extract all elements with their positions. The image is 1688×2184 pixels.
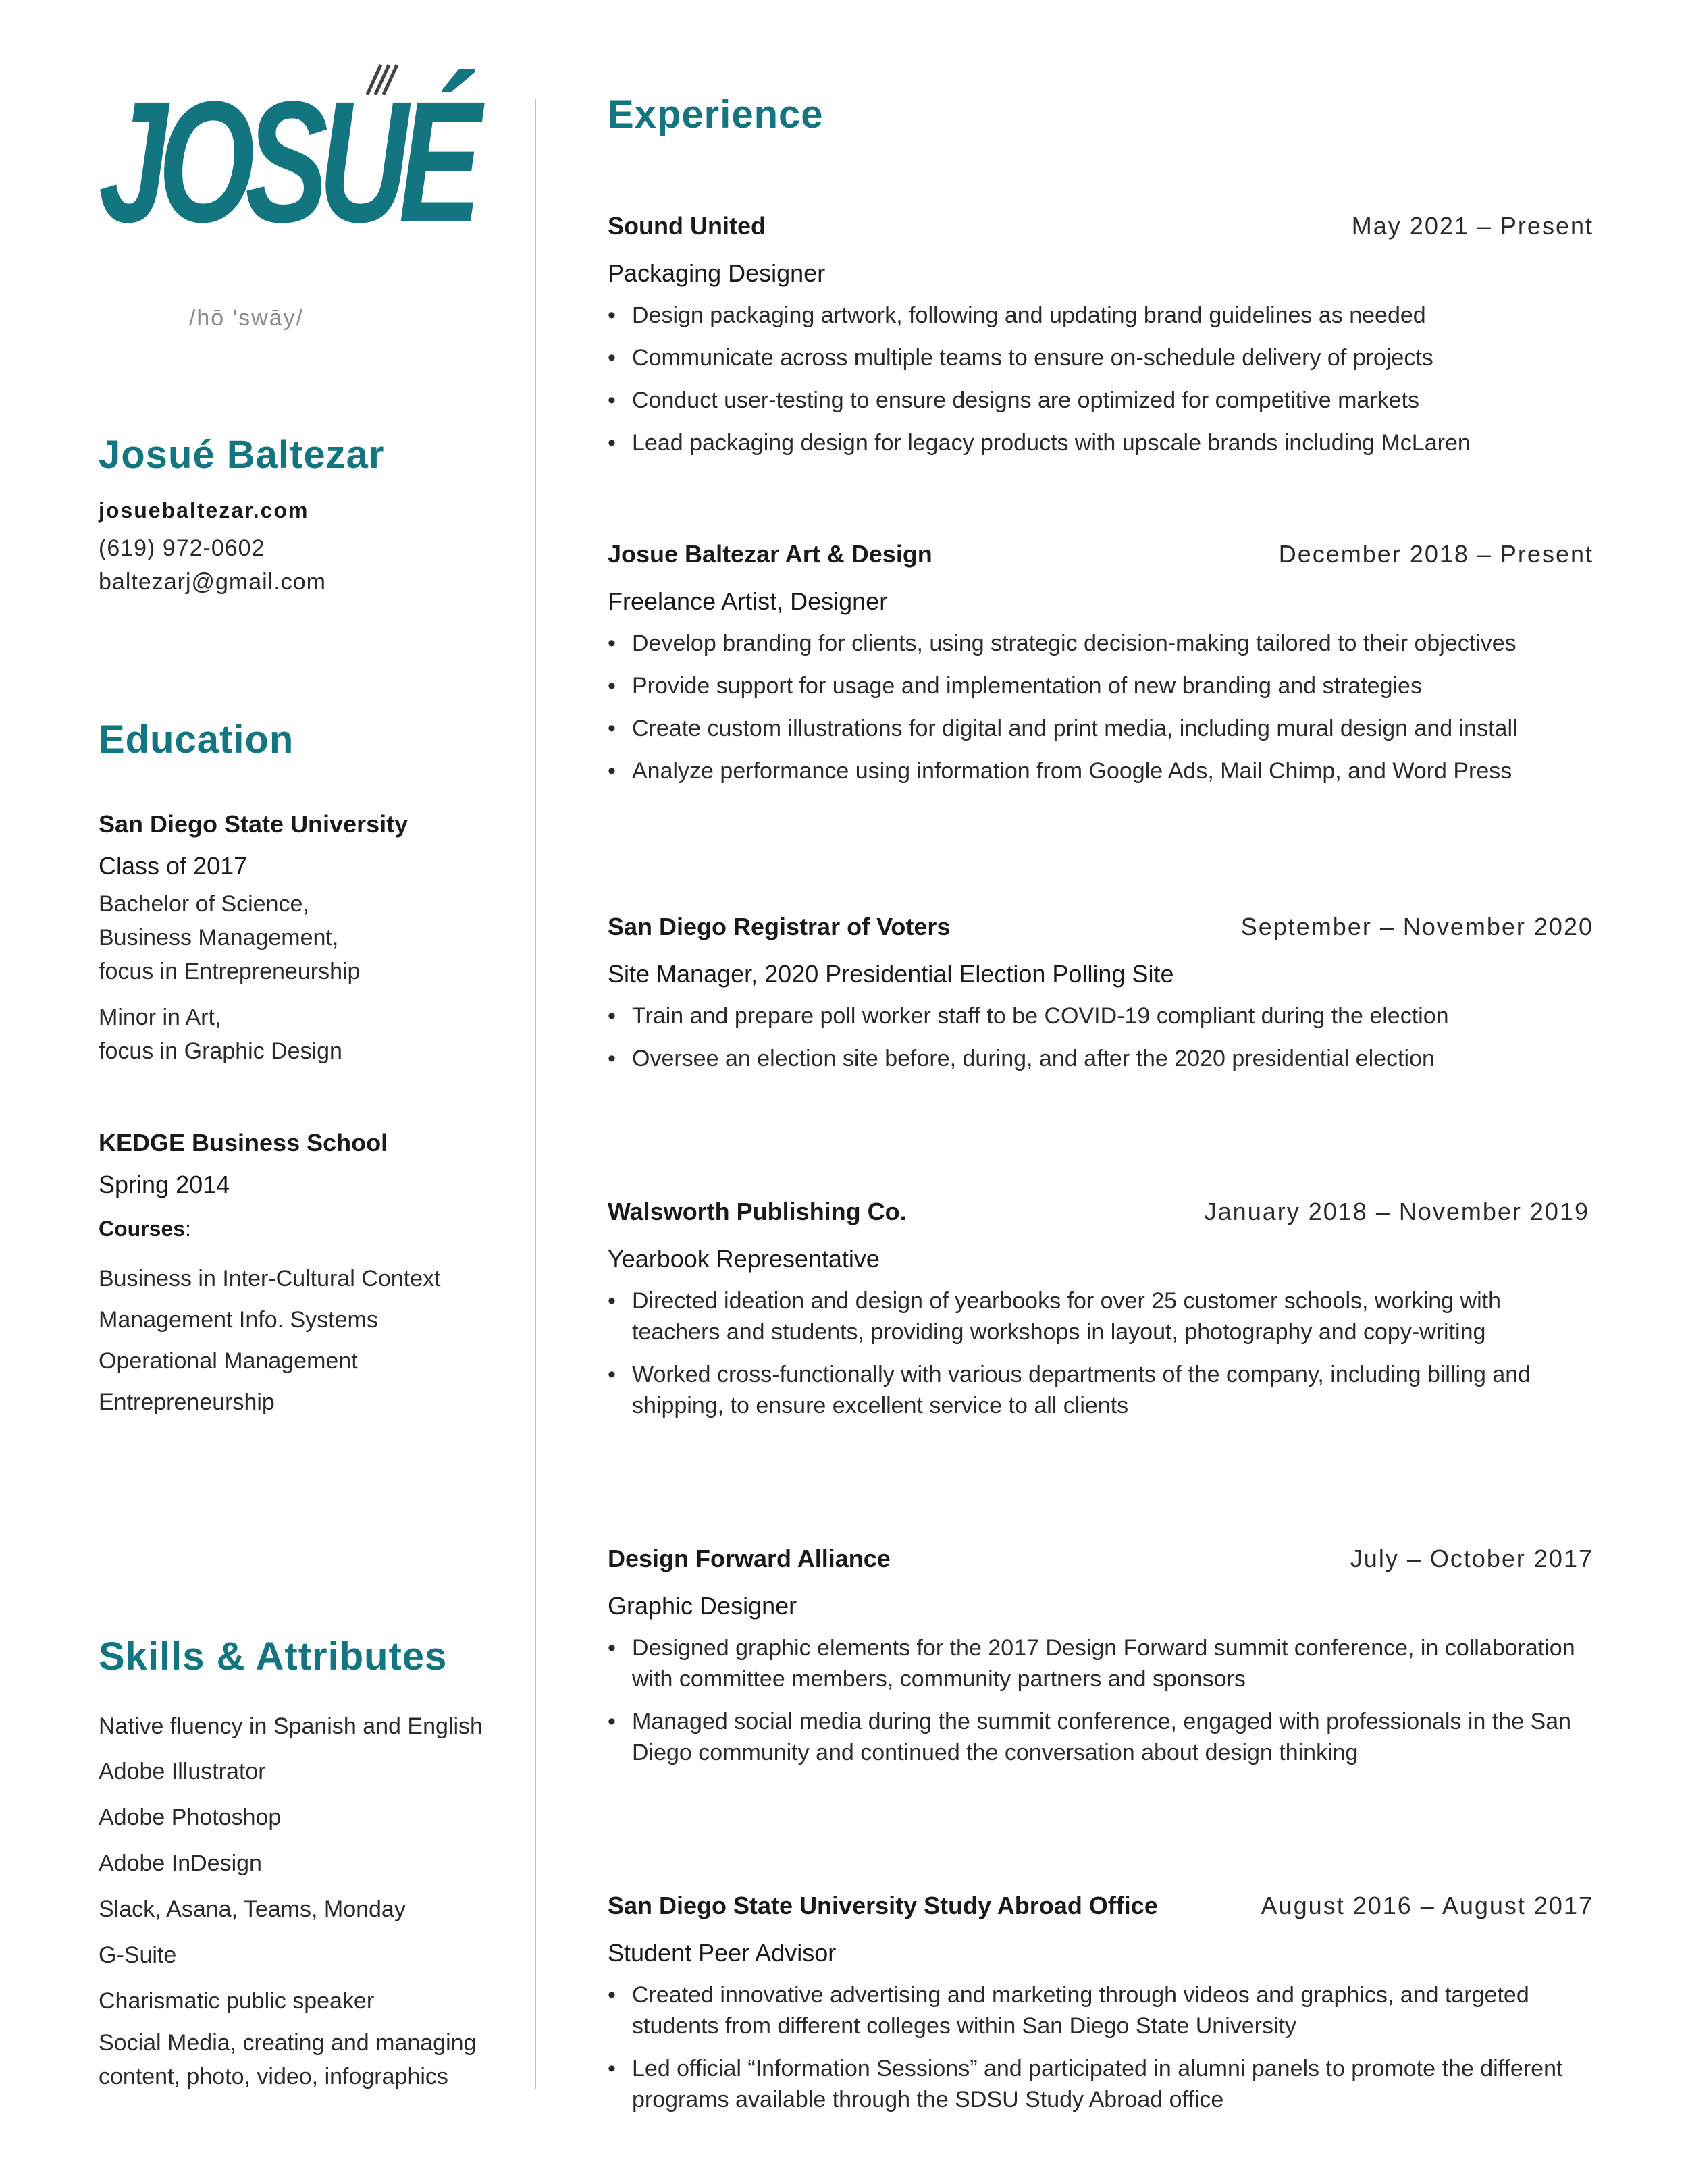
job-bullets [608,300,1593,458]
job-dates: September – November 2020 [1240,913,1593,940]
logo-wordmark: JOSUÉ [99,65,472,259]
skill-item: G-Suite [99,1942,177,1968]
school-term: Class of 2017 [99,852,248,880]
logo [99,62,472,278]
job-dates: May 2021 – Present [1351,212,1593,240]
job-entry [608,540,1593,798]
company-name: San Diego State University Study Abroad Office [608,1892,1158,1919]
job-role: Graphic Designer [608,1592,797,1620]
job-bullet: • Worked cross-functionally with various departments of the company, including billing and shipping, to ensure excellent service to all clients [608,1359,1593,1421]
job-entry [608,913,1593,1086]
job-bullet: • Oversee an election site before, during, and after the 2020 presidential election [608,1043,1593,1074]
job-bullet: • Created innovative advertising and marketing through videos and graphics, and targeted students from different colleges within San Diego State University [608,1979,1593,2042]
experience-heading: Experience [608,92,824,136]
minor-line: focus in Graphic Design [99,1038,342,1064]
job-bullet: • Create custom illustrations for digital and print media, including mural design and install [608,713,1593,744]
school-term: Spring 2014 [99,1171,230,1198]
job-bullet: • Conduct user-testing to ensure designs are optimized for competitive markets [608,385,1593,416]
job-bullet: • Directed ideation and design of yearbooks for over 25 customer schools, working with teachers and students, providing workshops in layout, photography and copy-writing [608,1285,1593,1348]
job-bullets [608,1632,1593,1768]
skill-item: Adobe Illustrator [99,1759,266,1784]
skill-item: Slack, Asana, Teams, Monday [99,1896,406,1922]
job-bullet: • Train and prepare poll worker staff to be COVID-19 compliant during the election [608,1001,1593,1032]
job-bullets [608,628,1593,787]
skill-item: Charismatic public speaker [99,1988,375,2014]
job-dates: January 2018 – November 2019 [1204,1198,1589,1225]
minor-line: Minor in Art, [99,1005,221,1030]
job-bullets [608,1285,1593,1421]
candidate-name: Josué Baltezar [99,433,385,477]
company-name: Design Forward Alliance [608,1545,891,1572]
course-item: Operational Management [99,1348,358,1374]
job-bullet: • Provide support for usage and implementation of new branding and strategies [608,670,1593,701]
company-name: Walsworth Publishing Co. [608,1198,907,1225]
job-dates: December 2018 – Present [1278,540,1593,568]
job-role: Freelance Artist, Designer [608,587,888,615]
skill-item: Native fluency in Spanish and English [99,1713,483,1739]
job-bullets [608,1979,1593,2115]
pronunciation: /hō ʹswāy/ [188,305,305,331]
phone-number[interactable]: (619) 972-0602 [99,535,265,561]
job-entry [608,1892,1593,2127]
job-bullet: • Lead packaging design for legacy products with upscale brands including McLaren [608,427,1593,458]
job-entry [608,212,1593,470]
school-name: KEDGE Business School [99,1129,388,1156]
course-item: Management Info. Systems [99,1307,378,1333]
degree-details [99,887,360,988]
skill-item: Adobe Photoshop [99,1805,282,1830]
job-entry [608,1545,1593,1780]
course-item: Business in Inter-Cultural Context [99,1266,441,1291]
degree-line: focus in Entrepreneurship [99,959,361,984]
skill-item: Adobe InDesign [99,1850,262,1876]
job-bullet: • Develop branding for clients, using strategic decision-making tailored to their objectives [608,628,1593,659]
job-bullet: • Analyze performance using information from Google Ads, Mail Chimp, and Word Press [608,755,1593,787]
job-bullet: • Designed graphic elements for the 2017 Design Forward summit conference, in collaboration with committee members, community partners and sponsors [608,1632,1593,1695]
job-bullets [608,1001,1593,1074]
column-divider [535,99,536,2089]
skills-heading: Skills & Attributes [99,1634,448,1678]
company-name: Sound United [608,212,766,240]
job-bullet: • Managed social media during the summit conference, engaged with professionals in the San Diego community and continued the conversation about design thinking [608,1706,1593,1768]
course-item: Entrepreneurship [99,1389,275,1415]
degree-line: Business Management, [99,925,339,951]
courses-list [99,1258,440,1423]
job-dates: August 2016 – August 2017 [1261,1892,1593,1919]
job-bullet: • Communicate across multiple teams to ensure on-schedule delivery of projects [608,342,1593,373]
email-link[interactable]: baltezarj@gmail.com [99,569,326,595]
job-entry [608,1198,1593,1433]
job-role: Student Peer Advisor [608,1939,837,1967]
job-dates: July – October 2017 [1350,1545,1593,1572]
degree-line: Bachelor of Science, [99,891,309,917]
skill-item: Social Media, creating and managing [99,2030,477,2056]
job-bullet: • Design packaging artwork, following and updating brand guidelines as needed [608,300,1593,331]
minor-details [99,1001,342,1068]
skill-item: content, photo, video, infographics [99,2064,448,2089]
education-heading: Education [99,718,294,762]
company-name: Josue Baltezar Art & Design [608,540,932,568]
job-bullet: • Led official “Information Sessions” and participated in alumni panels to promote the different programs available through the SDSU Study Abroad office [608,2053,1593,2115]
courses-label: Courses: [99,1217,191,1241]
school-name: San Diego State University [99,810,408,838]
job-role: Site Manager, 2020 Presidential Election Polling Site [608,960,1174,988]
job-role: Yearbook Representative [608,1245,880,1273]
job-role: Packaging Designer [608,259,826,287]
website-link[interactable]: josuebaltezar.com [99,498,309,523]
company-name: San Diego Registrar of Voters [608,913,951,940]
